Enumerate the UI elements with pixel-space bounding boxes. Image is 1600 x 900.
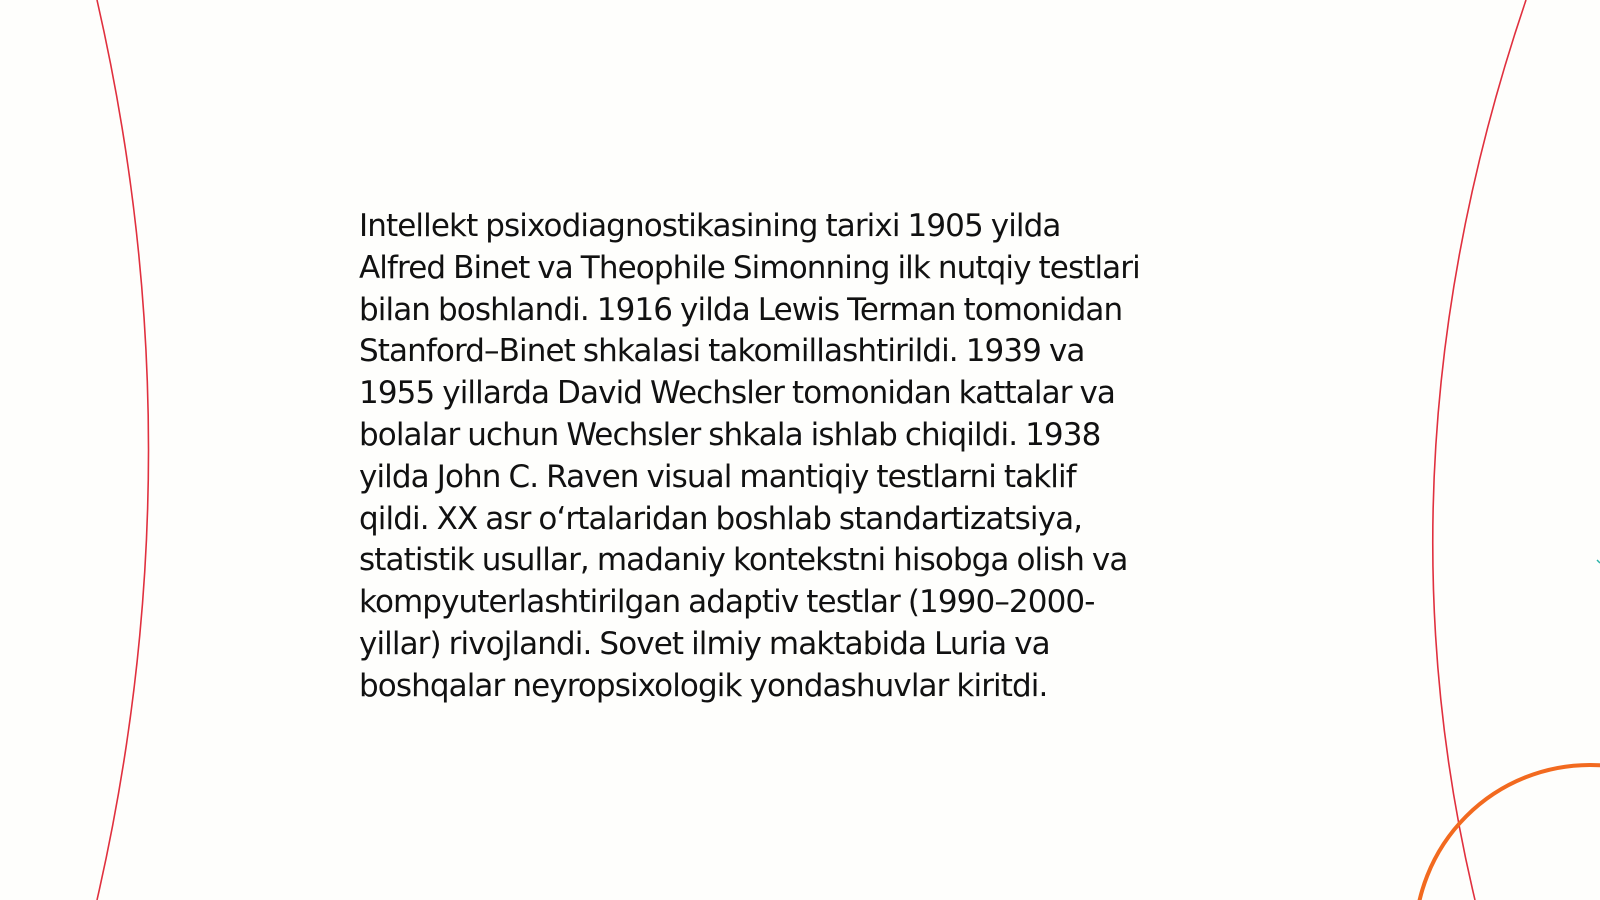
left-red-arc-icon [97,0,149,900]
slide-body-text: Intellekt psixodiagnostikasining tarixi 1905 yilda Alfred Binet va Theophile Simonning ilk nutqiy testlari bilan boshlandi. 1916 yilda Lewis Terman tomonidan Stanford–Binet shkalasi takomillashtirildi. 1939 va 1955 yillarda David Wechsler tomonidan kattalar va bolalar uchun Wechsler shkala ishlab chiqildi. 1938 yilda John C. Raven visual mantiqiy testlarni taklif qildi. XX asr o‘rtalaridan boshlab standartizatsiya, statistik usullar, madaniy kontekstni hisobga olish va kompyuterlashtirilgan adaptiv testlar (1990–2000- yillar) rivojlandi. Sovet ilmiy maktabida Luria va boshqalar neyropsixologik yondashuvlar kiritdi. [359,208,1140,704]
orange-circle-arc-icon [1415,765,1600,900]
right-red-arc-icon [1433,0,1526,900]
